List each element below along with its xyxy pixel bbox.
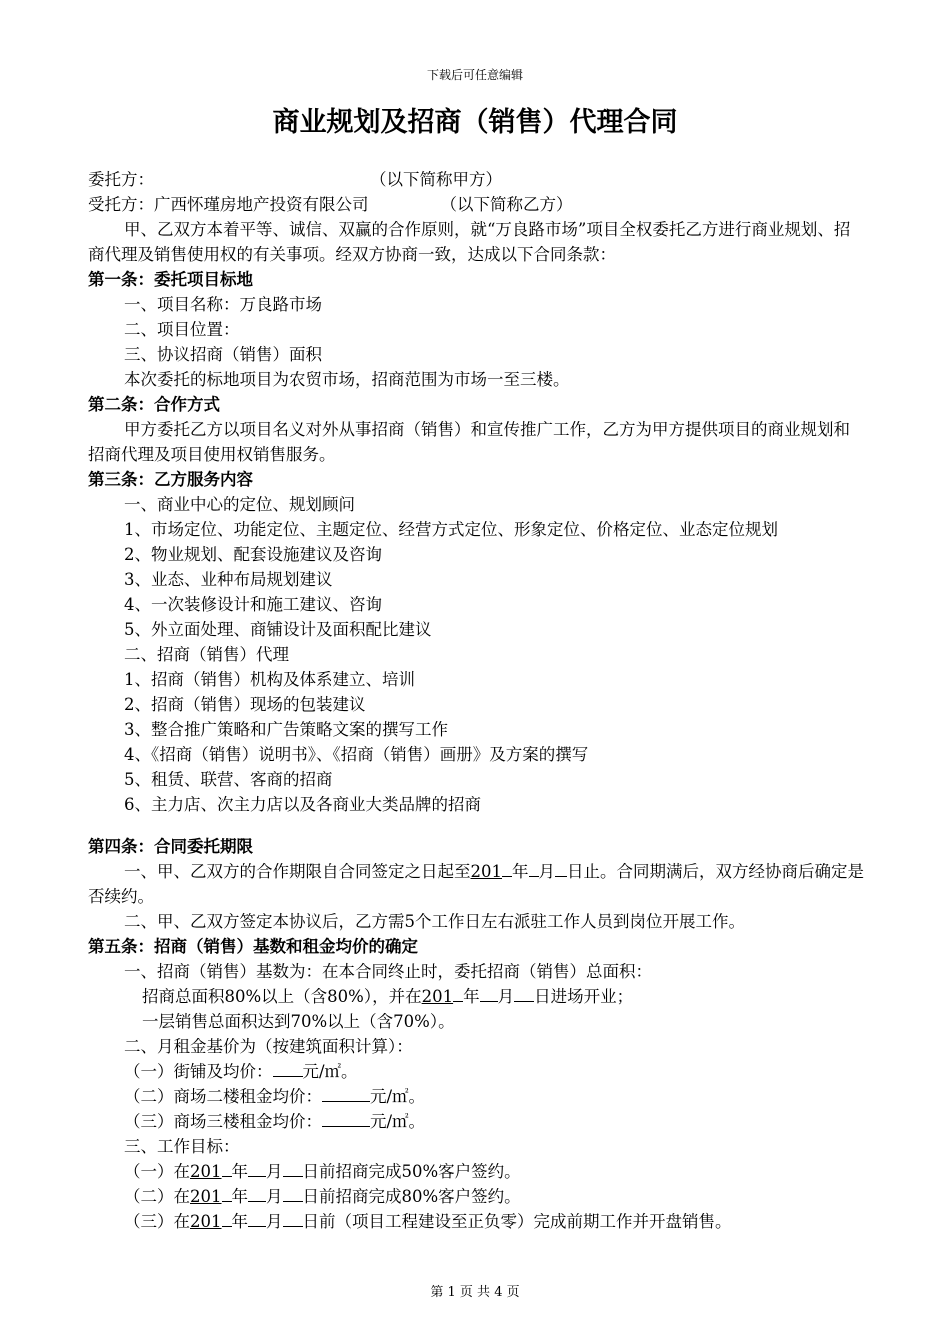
month-unit: 月: [266, 1162, 283, 1181]
year-unit: 年: [231, 1187, 248, 1206]
art2-paragraph: 甲方委托乙方以项目名义对外从事招商（销售）和宣传推广工作，乙方为甲方提供项目的商业规划和招商代理及项目使用权销售服务。: [88, 420, 850, 464]
year-unit: 年: [231, 1162, 248, 1181]
art5-l2-text: 招商总面积80%以上（含80%），并在: [142, 987, 422, 1006]
target-2-text: 日前招商完成80%客户签约。: [302, 1187, 521, 1206]
price-line-3: [88, 1109, 864, 1134]
art3-s1-item: 2、物业规划、配套设施建议及咨询: [124, 545, 382, 564]
target-3-prefix: （三）在: [124, 1212, 190, 1231]
target-line-2: [88, 1184, 864, 1209]
article-3-heading: 第三条：乙方服务内容: [88, 470, 253, 489]
art3-s1-item: 1、市场定位、功能定位、主题定位、经营方式定位、形象定位、价格定位、业态定位规划: [124, 520, 778, 539]
target-1-text: 日前招商完成50%客户签约。: [302, 1162, 521, 1181]
client-note: （以下简称甲方）: [370, 170, 502, 189]
page-header: 下载后可任意编辑: [426, 68, 523, 82]
article-4-heading: 第四条：合同委托期限: [88, 837, 253, 856]
article-1-heading: 第一条：委托项目标地: [88, 270, 253, 289]
intro-paragraph: 甲、乙双方本着平等、诚信、双赢的合作原则，就“万良路市场”项目全权委托乙方进行商业规划、招商代理及销售使用权的有关事项。经双方协商一致，达成以下合同条款：: [88, 220, 851, 264]
price-1-label: （一）街铺及均价：: [124, 1062, 273, 1081]
art3-s2-item: 1、招商（销售）机构及体系建立、培训: [124, 670, 415, 689]
art4-year-unit: 年: [512, 862, 529, 881]
art5-line-2: [88, 984, 864, 1009]
year-unit: 年: [463, 987, 480, 1006]
article-5-heading: 第五条：招商（销售）基数和租金均价的确定: [88, 937, 418, 956]
art3-s2-item: 5、租赁、联营、客商的招商: [124, 770, 333, 789]
art1-line-2: 二、项目位置：: [124, 320, 240, 339]
client-label: 委托方：: [88, 170, 154, 189]
year-unit: 年: [231, 1212, 248, 1231]
price-1-unit: 元/㎡。: [302, 1062, 358, 1081]
agent-label: 受托方：: [88, 195, 154, 214]
target-line-1: [88, 1159, 864, 1184]
price-line-1: [88, 1059, 864, 1084]
art3-s2-item: 4、《招商（销售）说明书》、《招商（销售）画册》及方案的撰写: [124, 745, 589, 764]
target-1-prefix: （一）在: [124, 1162, 190, 1181]
art4-paragraph-1: [88, 859, 864, 909]
art5-line-5: 三、工作目标：: [124, 1137, 240, 1156]
price-line-2: [88, 1084, 864, 1109]
document-title: 商业规划及招商（销售）代理合同: [272, 107, 678, 138]
art3-s2-item: 2、招商（销售）现场的包装建议: [124, 695, 366, 714]
target-3-year: 201: [190, 1212, 222, 1231]
agent-line: [88, 192, 864, 217]
price-3-unit: 元/㎡。: [370, 1112, 426, 1131]
month-unit: 月: [497, 987, 515, 1006]
art5-l2-end: 日进场开业；: [534, 987, 634, 1006]
art3-s1-item: 3、业态、业种布局规划建议: [124, 570, 333, 589]
price-2-label: （二）商场二楼租金均价：: [124, 1087, 322, 1106]
art4-p1-end: 日止。合同期满后，双方经协商后确定是否续约。: [88, 862, 864, 906]
agent-name: 广西怀瑾房地产投资有限公司: [154, 195, 369, 214]
art3-section-1: 一、商业中心的定位、规划顾问: [124, 495, 355, 514]
target-3-text: 日前（项目工程建设至正负零）完成前期工作并开盘销售。: [302, 1212, 732, 1231]
art1-line-4: 本次委托的标地项目为农贸市场，招商范围为市场一至三楼。: [124, 370, 570, 389]
target-1-year: 201: [190, 1162, 222, 1181]
client-line: [88, 167, 864, 192]
art3-section-2: 二、招商（销售）代理: [124, 645, 289, 664]
target-2-year: 201: [190, 1187, 222, 1206]
price-3-label: （三）商场三楼租金均价：: [124, 1112, 322, 1131]
document-body: [88, 167, 864, 1234]
art5-line-1: 一、招商（销售）基数为：在本合同终止时，委托招商（销售）总面积：: [124, 962, 652, 981]
target-2-prefix: （二）在: [124, 1187, 190, 1206]
month-unit: 月: [266, 1212, 283, 1231]
page-footer: 第 1 页 共 4 页: [430, 1285, 520, 1300]
art5-l2-year: 201: [421, 987, 454, 1006]
art5-line-3: 一层销售总面积达到70%以上（含70%）。: [142, 1012, 455, 1031]
article-2-heading: 第二条：合作方式: [88, 395, 220, 414]
art4-paragraph-2: 二、甲、乙双方签定本协议后，乙方需5个工作日左右派驻工作人员到岗位开展工作。: [124, 912, 745, 931]
art1-line-1: 一、项目名称：万良路市场: [124, 295, 322, 314]
price-2-unit: 元/㎡。: [370, 1087, 426, 1106]
art3-s2-item: 6、主力店、次主力店以及各商业大类品牌的招商: [124, 795, 481, 814]
art1-line-3: 三、协议招商（销售）面积: [124, 345, 322, 364]
art3-s1-item: 5、外立面处理、商铺设计及面积配比建议: [124, 620, 432, 639]
art3-s2-item: 3、整合推广策略和广告策略文案的撰写工作: [124, 720, 448, 739]
month-unit: 月: [266, 1187, 283, 1206]
agent-note: （以下简称乙方）: [440, 195, 573, 214]
art4-p1-text: 一、甲、乙双方的合作期限自合同签定之日起至: [124, 862, 471, 881]
art4-year: 201: [470, 862, 502, 881]
art5-line-4: 二、月租金基价为（按建筑面积计算）：: [124, 1037, 413, 1056]
art3-s1-item: 4、一次装修设计和施工建议、咨询: [124, 595, 382, 614]
art4-month-unit: 月: [538, 862, 555, 881]
target-line-3: [88, 1209, 864, 1234]
